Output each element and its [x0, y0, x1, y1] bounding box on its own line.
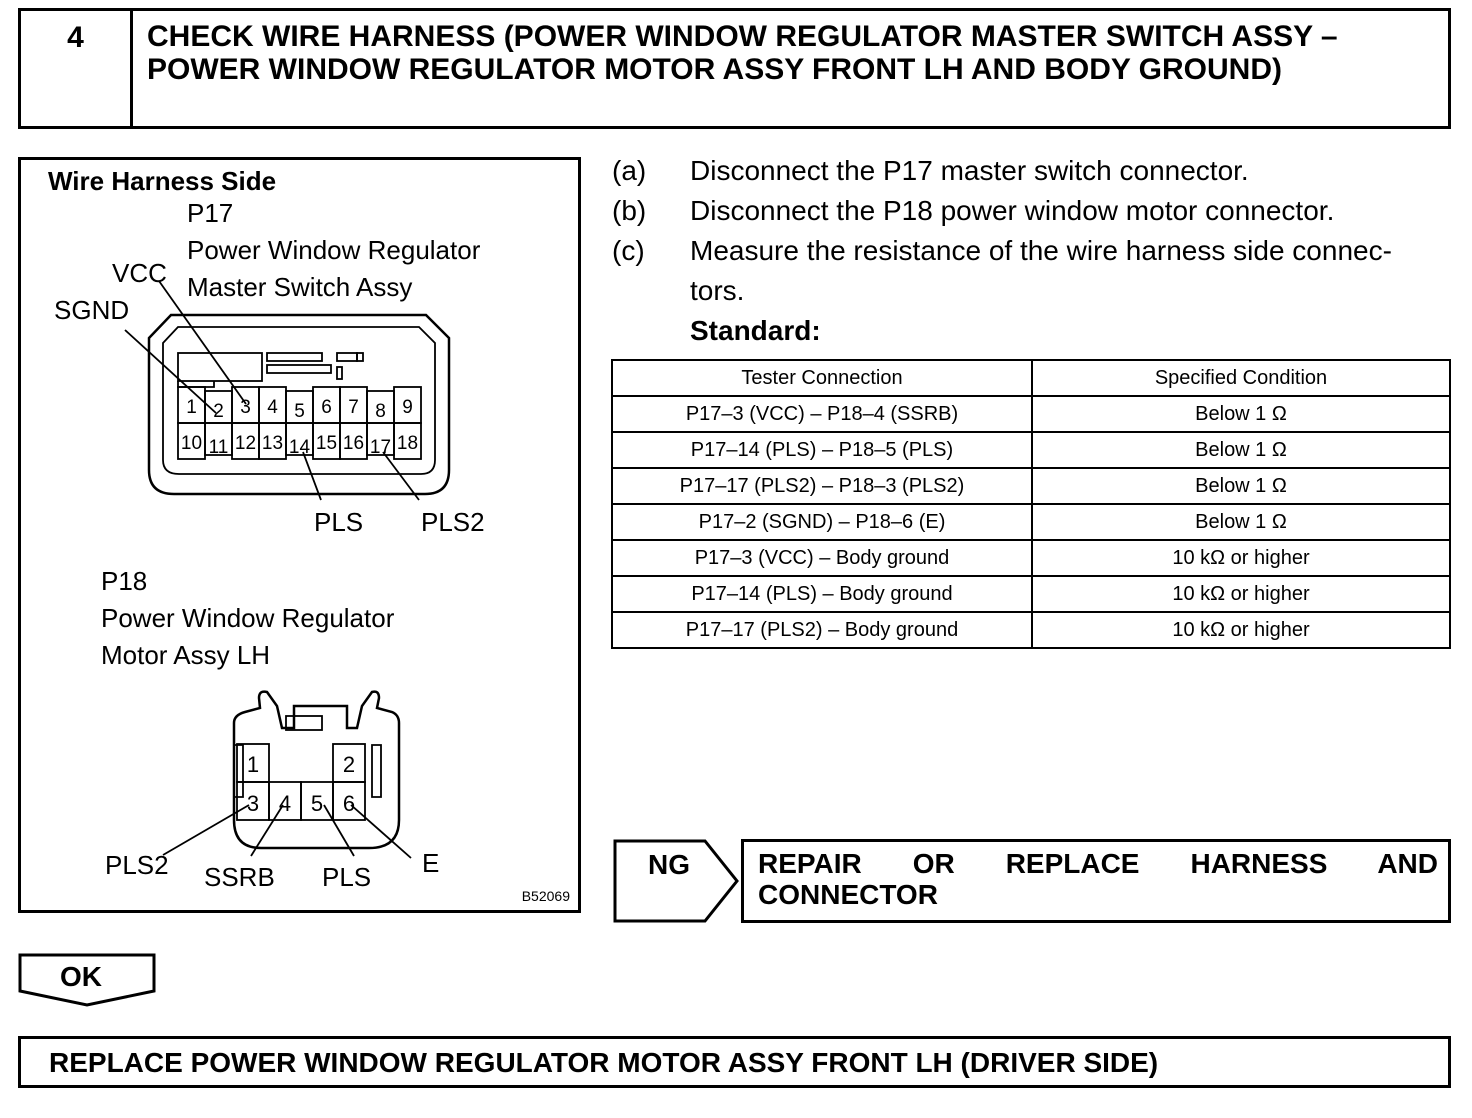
p17-pin-label: 13 — [261, 433, 284, 454]
ok-label: OK — [60, 961, 102, 992]
table-row — [612, 432, 1450, 468]
specified-condition-cell: 10 kΩ or higher — [1032, 540, 1450, 576]
p17-pin-label: 3 — [240, 397, 251, 418]
p17-pin-label: 6 — [321, 397, 332, 418]
step-title: CHECK WIRE HARNESS (POWER WINDOW REGULATOR MASTER SWITCH ASSY – POWER WINDOW REGULATOR MOTOR ASSY FRONT LH AND BODY GROUND) — [147, 20, 1338, 86]
tester-connection-cell: P17–3 (VCC) – P18–4 (SSRB) — [612, 396, 1032, 432]
p17-pls-callout: PLS — [314, 507, 364, 537]
step-number: 4 — [21, 11, 133, 126]
p17-pls2-callout: PLS2 — [421, 507, 485, 537]
ng-action-box — [741, 839, 1451, 923]
p18-e-callout: E — [422, 848, 440, 878]
p17-name-line1: Power Window Regulator — [187, 235, 481, 265]
ng-action-text: REPAIR OR REPLACE HARNESS AND CONNECTOR — [758, 848, 1438, 910]
p18-name-line2: Motor Assy LH — [101, 640, 271, 670]
p18-pls-callout: PLS — [322, 862, 372, 892]
specified-condition-cell: 10 kΩ or higher — [1032, 612, 1450, 648]
specified-condition-cell: Below 1 Ω — [1032, 468, 1450, 504]
step-c-text-line1: Measure the resistance of the wire harness side connec- — [690, 235, 1392, 266]
table-row — [612, 540, 1450, 576]
tester-connection-cell: P17–2 (SGND) – P18–6 (E) — [612, 504, 1032, 540]
p17-pin-label: 7 — [348, 397, 359, 418]
p18-pin-label: 3 — [246, 791, 260, 816]
tester-connection-cell: P17–17 (PLS2) – P18–3 (PLS2) — [612, 468, 1032, 504]
p17-pin-label: 4 — [267, 397, 278, 418]
step-a-text: Disconnect the P17 master switch connector. — [690, 155, 1249, 186]
step-a-letter: (a) — [612, 155, 647, 186]
diagram-heading: Wire Harness Side — [48, 166, 277, 196]
table-row — [612, 576, 1450, 612]
p18-code: P18 — [101, 566, 148, 596]
table-header-row — [612, 360, 1450, 396]
specified-condition-cell: Below 1 Ω — [1032, 396, 1450, 432]
step-c-letter: (c) — [612, 235, 645, 266]
p18-pin-label: 2 — [342, 752, 356, 777]
tester-connection-cell: P17–17 (PLS2) – Body ground — [612, 612, 1032, 648]
table-row — [612, 504, 1450, 540]
p18-pin-label: 1 — [246, 752, 260, 777]
figure-code: B52069 — [521, 888, 570, 904]
p17-pin-label: 5 — [294, 401, 305, 422]
p17-pin-label: 17 — [369, 437, 392, 458]
p17-pin-label: 18 — [396, 433, 419, 454]
final-action-box — [18, 1036, 1451, 1088]
p18-name-line1: Power Window Regulator — [101, 603, 395, 633]
tester-connection-cell: P17–14 (PLS) – P18–5 (PLS) — [612, 432, 1032, 468]
p18-pls2-callout: PLS2 — [105, 850, 169, 880]
final-action-text: REPLACE POWER WINDOW REGULATOR MOTOR ASSY FRONT LH (DRIVER SIDE) — [49, 1047, 1159, 1078]
table-row — [612, 612, 1450, 648]
step-header — [18, 8, 1451, 129]
p17-pin-label: 16 — [342, 433, 365, 454]
p17-vcc-callout: VCC — [112, 258, 167, 288]
p17-pin-label: 15 — [315, 433, 338, 454]
step-c-text-line2: tors. — [690, 275, 745, 306]
tester-connection-cell: P17–14 (PLS) – Body ground — [612, 576, 1032, 612]
connector-drawings — [21, 160, 578, 910]
p17-pin-label: 2 — [213, 401, 224, 422]
step-b-text: Disconnect the P18 power window motor connector. — [690, 195, 1335, 226]
specified-condition-cell: Below 1 Ω — [1032, 432, 1450, 468]
p18-ssrb-callout: SSRB — [204, 862, 275, 892]
p18-pin-label: 4 — [278, 791, 292, 816]
p17-code: P17 — [187, 198, 234, 228]
p17-pin-label: 14 — [288, 437, 311, 458]
p18-pin-label: 5 — [310, 791, 324, 816]
table-row — [612, 468, 1450, 504]
p17-pin-label: 11 — [208, 437, 229, 458]
standard-label: Standard: — [690, 315, 821, 346]
p18-pin-label: 6 — [342, 791, 356, 816]
p17-sgnd-callout: SGND — [54, 295, 130, 325]
connector-diagram — [18, 157, 581, 913]
p17-pin-label: 1 — [186, 397, 197, 418]
specified-condition-cell: 10 kΩ or higher — [1032, 576, 1450, 612]
p17-name-line2: Master Switch Assy — [187, 272, 413, 302]
specified-condition-cell: Below 1 Ω — [1032, 504, 1450, 540]
table-row — [612, 396, 1450, 432]
p17-pin-label: 12 — [234, 433, 257, 454]
p17-pin-label: 8 — [375, 401, 386, 422]
col-header-specified-condition: Specified Condition — [1032, 360, 1450, 396]
col-header-tester-connection: Tester Connection — [612, 360, 1032, 396]
p17-pin-label: 9 — [402, 397, 413, 418]
spec-table — [611, 359, 1451, 649]
ng-label: NG — [648, 849, 690, 880]
p17-pin-label: 10 — [180, 433, 203, 454]
step-b-letter: (b) — [612, 195, 647, 226]
tester-connection-cell: P17–3 (VCC) – Body ground — [612, 540, 1032, 576]
